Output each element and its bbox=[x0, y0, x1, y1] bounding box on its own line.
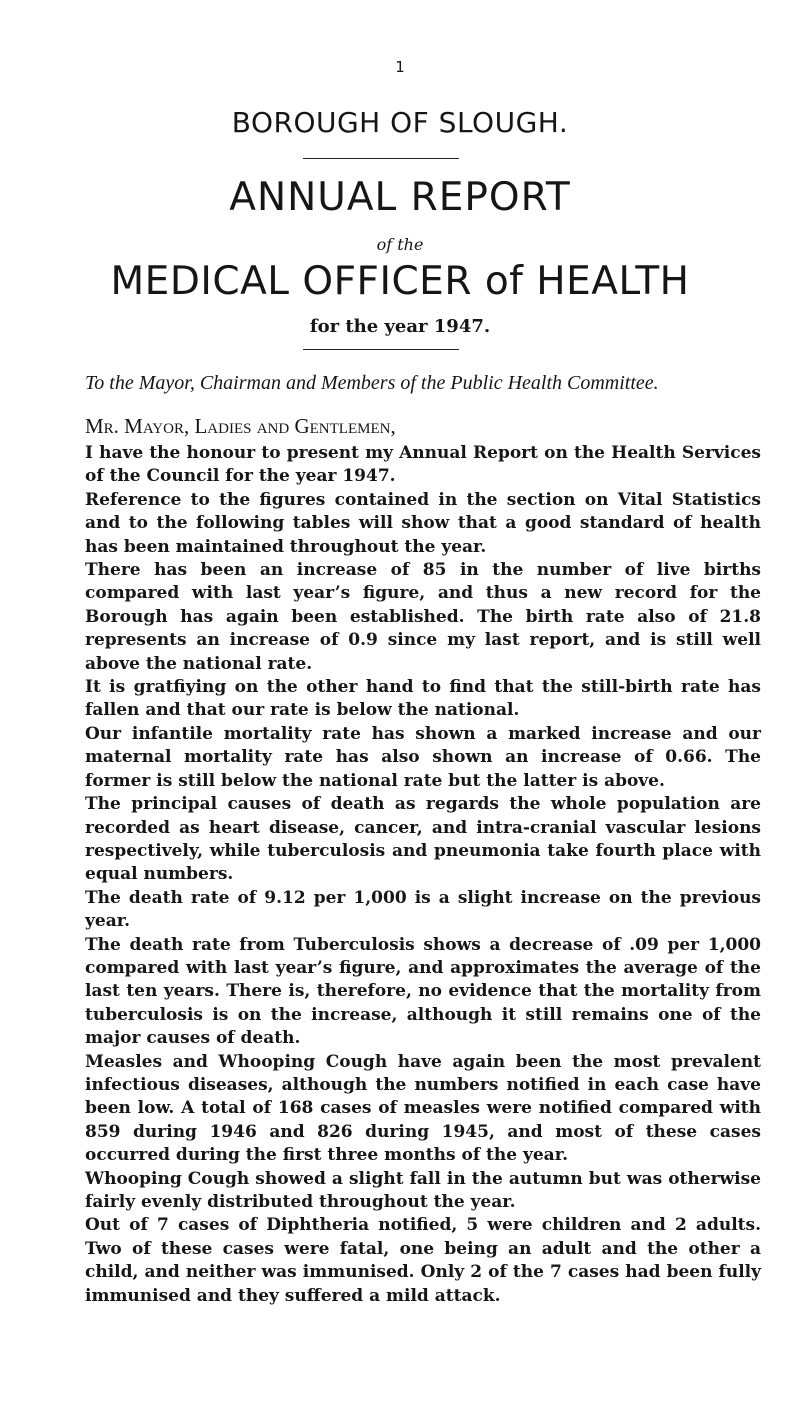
report-title: ANNUAL REPORT bbox=[229, 175, 571, 220]
paragraph: The death rate of 9.12 per 1,000 is a slight increase on the previous year. bbox=[85, 887, 761, 932]
paragraph: Our infantile mortality rate has shown a marked increase and our maternal mortality rate has also shown an increase of 0.66. The former is still below the national rate but the latter is above. bbox=[85, 723, 761, 791]
salutation: Mr. Mayor, Ladies and Gentlemen, bbox=[85, 414, 396, 438]
address-line: To the Mayor, Chairman and Members of the Public Health Committee. bbox=[85, 372, 659, 394]
paragraph: I have the honour to present my Annual Report on the Health Services of the Council for the year 1947. bbox=[85, 443, 761, 487]
paragraph: The principal causes of death as regards the whole population are recorded as heart disease, cancer, and intra-cranial vascular lesions respectively, while tuberculosis and pneumonia take fourth place with equal numbers. bbox=[85, 794, 761, 885]
paragraph: There has been an increase of 85 in the number of live births compared with last year’s figure, and thus a new record for the Borough has again been established. The birth rate also of 21.8 represents an increase of 0.9 since my last report, and is still well above the national rate. bbox=[85, 560, 761, 674]
report-year: for the year 1947. bbox=[309, 316, 491, 337]
divider-rule bbox=[303, 349, 459, 350]
paragraph: Reference to the figures contained in the section on Vital Statistics and to the following tables will show that a good standard of health has been maintained throughout the year. bbox=[85, 489, 761, 557]
paragraph: The death rate from Tuberculosis shows a decrease of .09 per 1,000 compared with last year’s figure, and approximates the average of the last ten years. There is, therefore, no evidence that the mortality from tuberculosis is on the increase, although it still remains one of the major causes of death. bbox=[85, 934, 761, 1049]
report-subtitle: MEDICAL OFFICER of HEALTH bbox=[110, 259, 690, 304]
borough-heading: BOROUGH OF SLOUGH. bbox=[231, 106, 569, 139]
paragraph: Measles and Whooping Cough have again been the most prevalent infectious diseases, although the numbers notified in each case have been low. A total of 168 cases of measles were notified compared with 859 during 1946 and 826 during 1945, and most of these cases occurred during the first three months of the year. bbox=[85, 1051, 761, 1166]
paragraph: It is gratfiying on the other hand to find that the still-birth rate has fallen and that our rate is below the national. bbox=[85, 677, 761, 721]
report-body bbox=[85, 442, 761, 1308]
paragraph: Whooping Cough showed a slight fall in the autumn but was otherwise fairly evenly distributed throughout the year. bbox=[85, 1168, 761, 1212]
page-number: 1 bbox=[395, 58, 405, 76]
of-the-connector: of the bbox=[376, 235, 424, 254]
paragraph: Out of 7 cases of Diphtheria notified, 5 were children and 2 adults. Two of these cases were fatal, one being an adult and the other a child, and neither was immunised. Only 2 of the 7 cases had been fully immunised and they suffered a mild attack. bbox=[85, 1215, 761, 1306]
divider-rule bbox=[303, 158, 459, 159]
